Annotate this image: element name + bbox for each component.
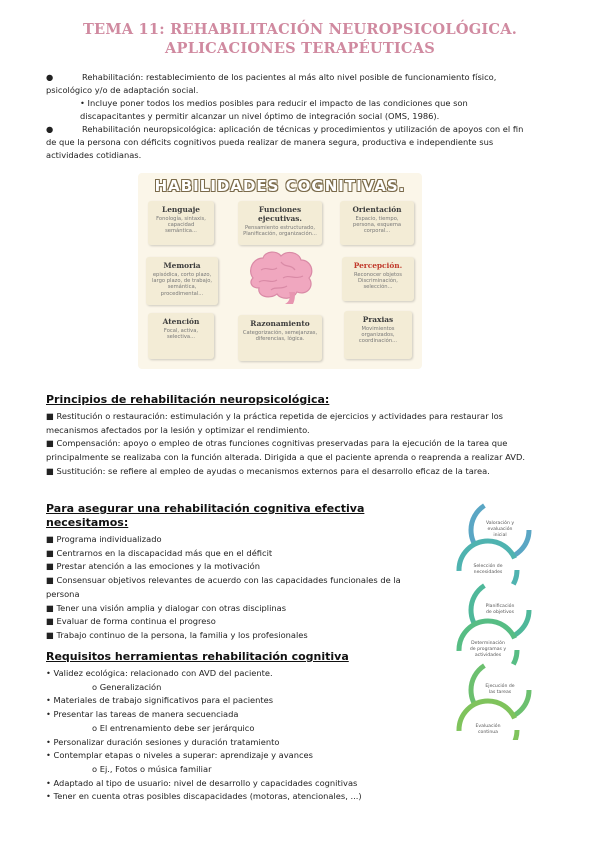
requirement-line: ■ Evaluar de forma continua el progreso [46,616,216,627]
principle-line: ■ Restitución o restauración: estimulación y la práctica repetida de ejercicios y actividades para restaurar los [46,411,503,421]
sub-requirement: o Generalización [92,681,162,692]
principle-line: principalmente se realizaba con la función alterada. Dirigida a que el paciente aprenda o reaprenda a realizar AVD. [46,452,526,463]
requirement-line: ■ Centrarnos en la discapacidad más que en el déficit [46,547,273,558]
requirement-item: • Presentar las tareas de manera secuenciada [46,709,239,720]
skill-card-text: Movimientos organizados, coordinación... [358,326,398,345]
skill-card-praxias [344,311,412,359]
requisitos-list [46,667,446,804]
skill-card-atencion [148,313,214,359]
requirement-item: • Personalizar duración sesiones y duración tratamiento [46,736,280,747]
title-line-1: TEMA 11: REHABILITACIÓN NEUROPSICOLÓGICA. [82,21,518,38]
title-line-2: APLICACIONES TERAPÉUTICAS [165,40,435,57]
skill-card-title: Memoria [163,261,201,270]
requirement-item: • Validez ecológica: relacionado con AVD del paciente. [46,668,273,678]
skill-card-orientacion [340,201,414,245]
skill-card-lenguaje [148,201,214,245]
skill-card-funciones [238,201,322,245]
requirement-line: ■ Programa individualizado [46,534,162,544]
skill-card-percepcion [342,257,414,301]
requirement-line: ■ Consensuar objetivos relevantes de acuerdo con las capacidades funcionales de la [46,575,401,586]
principle-line: mecanismos afectados por la lesión y optimizar el rendimiento. [46,424,310,435]
cognitive-skills-infographic [138,173,422,369]
skill-card-text: episódica, corto plazo, largo plazo, de trabajo, semántica, procedimental... [151,272,213,297]
requirement-item: • Contemplar etapas o niveles a superar: aprendizaje y avances [46,750,313,761]
skill-card-title: Lenguaje [162,205,200,214]
skill-card-title: Praxias [362,315,394,324]
requirement-line: persona [46,588,80,599]
requirement-line: ■ Prestar atención a las emociones y la motivación [46,561,261,572]
section-heading: Para asegurar una rehabilitación cognitiva efectiva necesitamos: [46,502,365,529]
skill-card-text: Fonología, sintaxis, capacidad semántica... [156,216,206,235]
cycle-step-label: Selección de necesidades [473,564,503,575]
cycle-step-label: Ejecución de las tareas [485,684,515,695]
cycle-step-label: Valoración y evaluación inicial [485,521,515,538]
requirement-item: • Adaptado al tipo de usuario: nivel de desarrollo y capacidades cognitivas [46,777,358,788]
bullet: ● [46,72,54,82]
intro-section [46,71,532,162]
skill-card-title: Orientación [352,205,402,214]
brain-icon [245,248,317,304]
skill-card-title: Razonamiento [250,319,310,328]
requirement-line: ■ Tener una visión amplia y dialogar con otras disciplinas [46,602,287,613]
sub-requirement: o Ej., Fotos o música familiar [92,763,212,774]
cycle-step-label: Planificación de objetivos [485,604,515,615]
cycle-step-label: Determinación de programas y actividades [469,641,507,658]
requirement-line: ■ Trabajo continuo de la persona, la familia y los profesionales [46,629,308,640]
section-heading: Requisitos herramientas rehabilitación cognitiva [46,650,349,663]
skill-card-text: Reconocer objetos Discriminación, selección... [354,272,402,291]
sub-requirement: o El entrenamiento debe ser jerárquico [92,722,255,733]
skill-card-text: Espacio, tiempo, persona, esquema corporal... [352,216,402,235]
cycle-step-label: Evaluación continua [475,724,501,735]
infographic-title: HABILIDADES COGNITIVAS. [154,177,406,195]
skill-card-razonamiento [238,315,322,361]
skill-card-title: Funciones ejecutivas. [258,205,302,223]
requirement-item: • Materiales de trabajo significativos para el pacientes [46,695,274,706]
intro-paragraph-1: ● Rehabilitación: restablecimiento de los pacientes al más alto nivel posible de funcionamiento físico, psicológico y/o de adaptación social. [46,72,497,95]
skill-card-text: Categorización, semejanzas, diferencias, lógica. [242,330,318,343]
section-asegurar [46,502,436,643]
skill-card-text: Pensamiento estructurado, Planificación, organización... [243,225,317,238]
principle-line: ■ Sustitución: se refiere al empleo de ayudas o mecanismos externos para el desarrollo eficaz de la tarea. [46,465,490,476]
rehabilitation-cycle-diagram [450,494,542,740]
intro-subpoint: • Incluye poner todos los medios posibles para reducir el impacto de las condiciones que son discapacitantes y permitir alcanzar un nivel óptimo de integración social (OMS, 1986). [80,98,468,121]
requirement-item: • Tener en cuenta otras posibles discapacidades (motoras, atencionales, ...) [46,791,362,802]
page-title [0,20,600,58]
intro-paragraph-2: ● Rehabilitación neuropsicológica: aplicación de técnicas y procedimientos y utilización de apoyos con el fin de que la persona con déficits cognitivos pueda realizar de manera segura, productiva e independiente sus actividades cotidianas. [46,124,524,160]
principle-line: ■ Compensación: apoyo o empleo de otras funciones cognitivas preservadas para la ejecución de la tarea que [46,438,508,449]
section-requisitos [46,650,446,804]
skill-card-memoria [146,257,218,305]
section-heading: Principios de rehabilitación neuropsicológica: [46,393,330,406]
section-principios [46,393,536,479]
skill-card-text: Focal, activa, selectiva... [163,328,199,341]
skill-card-title: Atención [162,317,200,326]
skill-card-title: Percepción. [353,261,403,270]
bullet: ● [46,124,54,134]
